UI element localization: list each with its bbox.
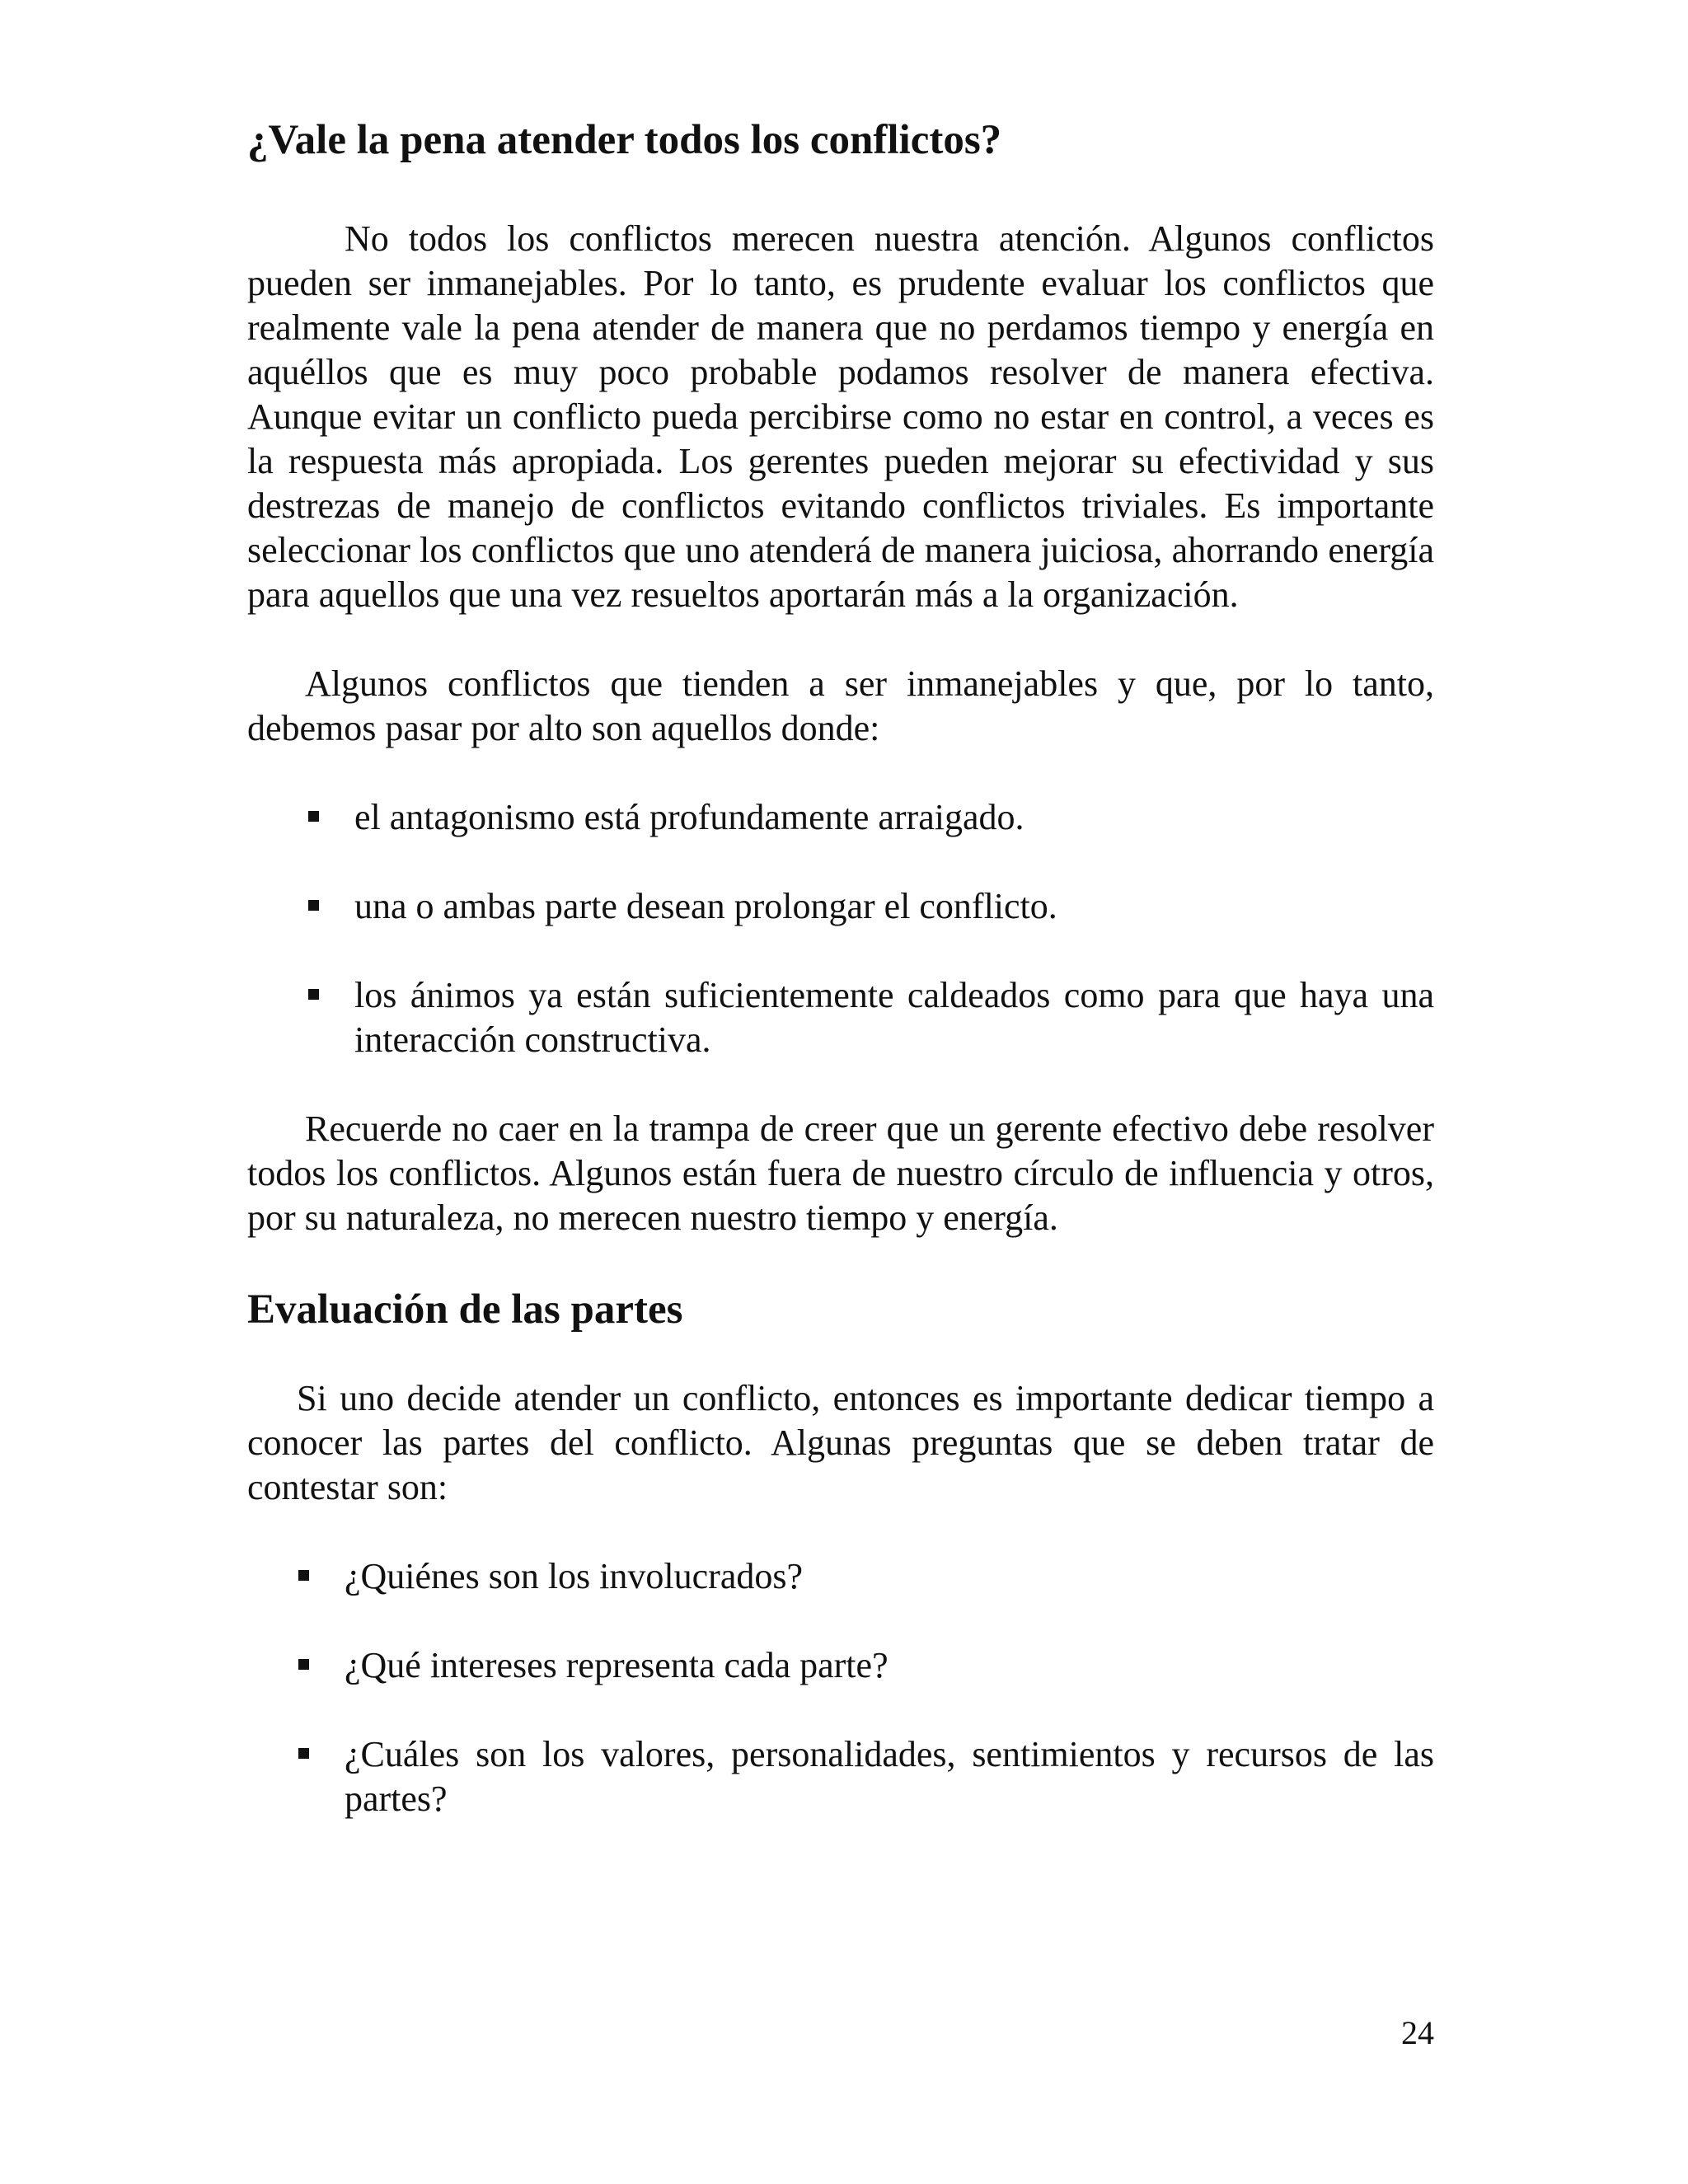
section-heading-parties: Evaluación de las partes xyxy=(247,1286,683,1333)
list-item: los ánimos ya están suficientemente caldeados como para que haya una interacción constructiva. xyxy=(247,973,1434,1062)
square-bullet-icon xyxy=(298,1570,309,1581)
list-item: ¿Quiénes son los involucrados? xyxy=(247,1554,1434,1599)
list-item: ¿Cuáles son los valores, personalidades, sentimientos y recursos de las partes? xyxy=(247,1732,1434,1821)
paragraph-effective-manager: Recuerde no caer en la trampa de creer que un gerente efectivo debe resolver todos los conflictos. Algunos están fuera de nuestro círculo de influencia y otros, por su naturaleza, no merecen nuestro tiempo y energía. xyxy=(247,1108,1434,1239)
page-number: 24 xyxy=(1401,2014,1434,2051)
square-bullet-icon xyxy=(308,811,319,822)
square-bullet-icon xyxy=(308,900,319,911)
unmanageable-conflicts-list xyxy=(247,795,1434,1062)
document-page xyxy=(247,115,1434,1821)
square-bullet-icon xyxy=(308,989,319,1000)
section-heading-conflicts: ¿Vale la pena atender todos los conflictos? xyxy=(247,117,1002,163)
square-bullet-icon xyxy=(298,1748,309,1759)
paragraph-unmanageable-conflicts: Algunos conflictos que tienden a ser inmanejables y que, por lo tanto, debemos pasar por alto son aquellos donde: xyxy=(247,663,1434,749)
list-item: una o ambas parte desean prolongar el conflicto. xyxy=(247,884,1434,929)
list-item: ¿Qué intereses representa cada parte? xyxy=(247,1643,1434,1688)
paragraph-conflict-attention: No todos los conflictos merecen nuestra atención. Algunos conflictos pueden ser inmanejables. Por lo tanto, es prudente evaluar los conflictos que realmente vale la pena atender de manera que no perdamos tiempo y energía en aquéllos que es muy poco probable podamos resolver de manera efectiva. Aunque evitar un conflicto pueda percibirse como no estar en control, a veces es la respuesta más apropiada. Los gerentes pueden mejorar su efectividad y sus destrezas de manejo de conflictos evitando conflictos triviales. Es importante seleccionar los conflictos que uno atenderá de manera juiciosa, ahorrando energía para aquellos que una vez resueltos aportarán más a la organización. xyxy=(247,218,1434,616)
questions-list xyxy=(247,1554,1434,1821)
list-item: el antagonismo está profundamente arraigado. xyxy=(247,795,1434,840)
paragraph-assess-parties: Si uno decide atender un conflicto, entonces es importante dedicar tiempo a conocer las partes del conflicto. Algunas preguntas que se deben tratar de contestar son: xyxy=(247,1378,1434,1508)
square-bullet-icon xyxy=(298,1659,309,1670)
